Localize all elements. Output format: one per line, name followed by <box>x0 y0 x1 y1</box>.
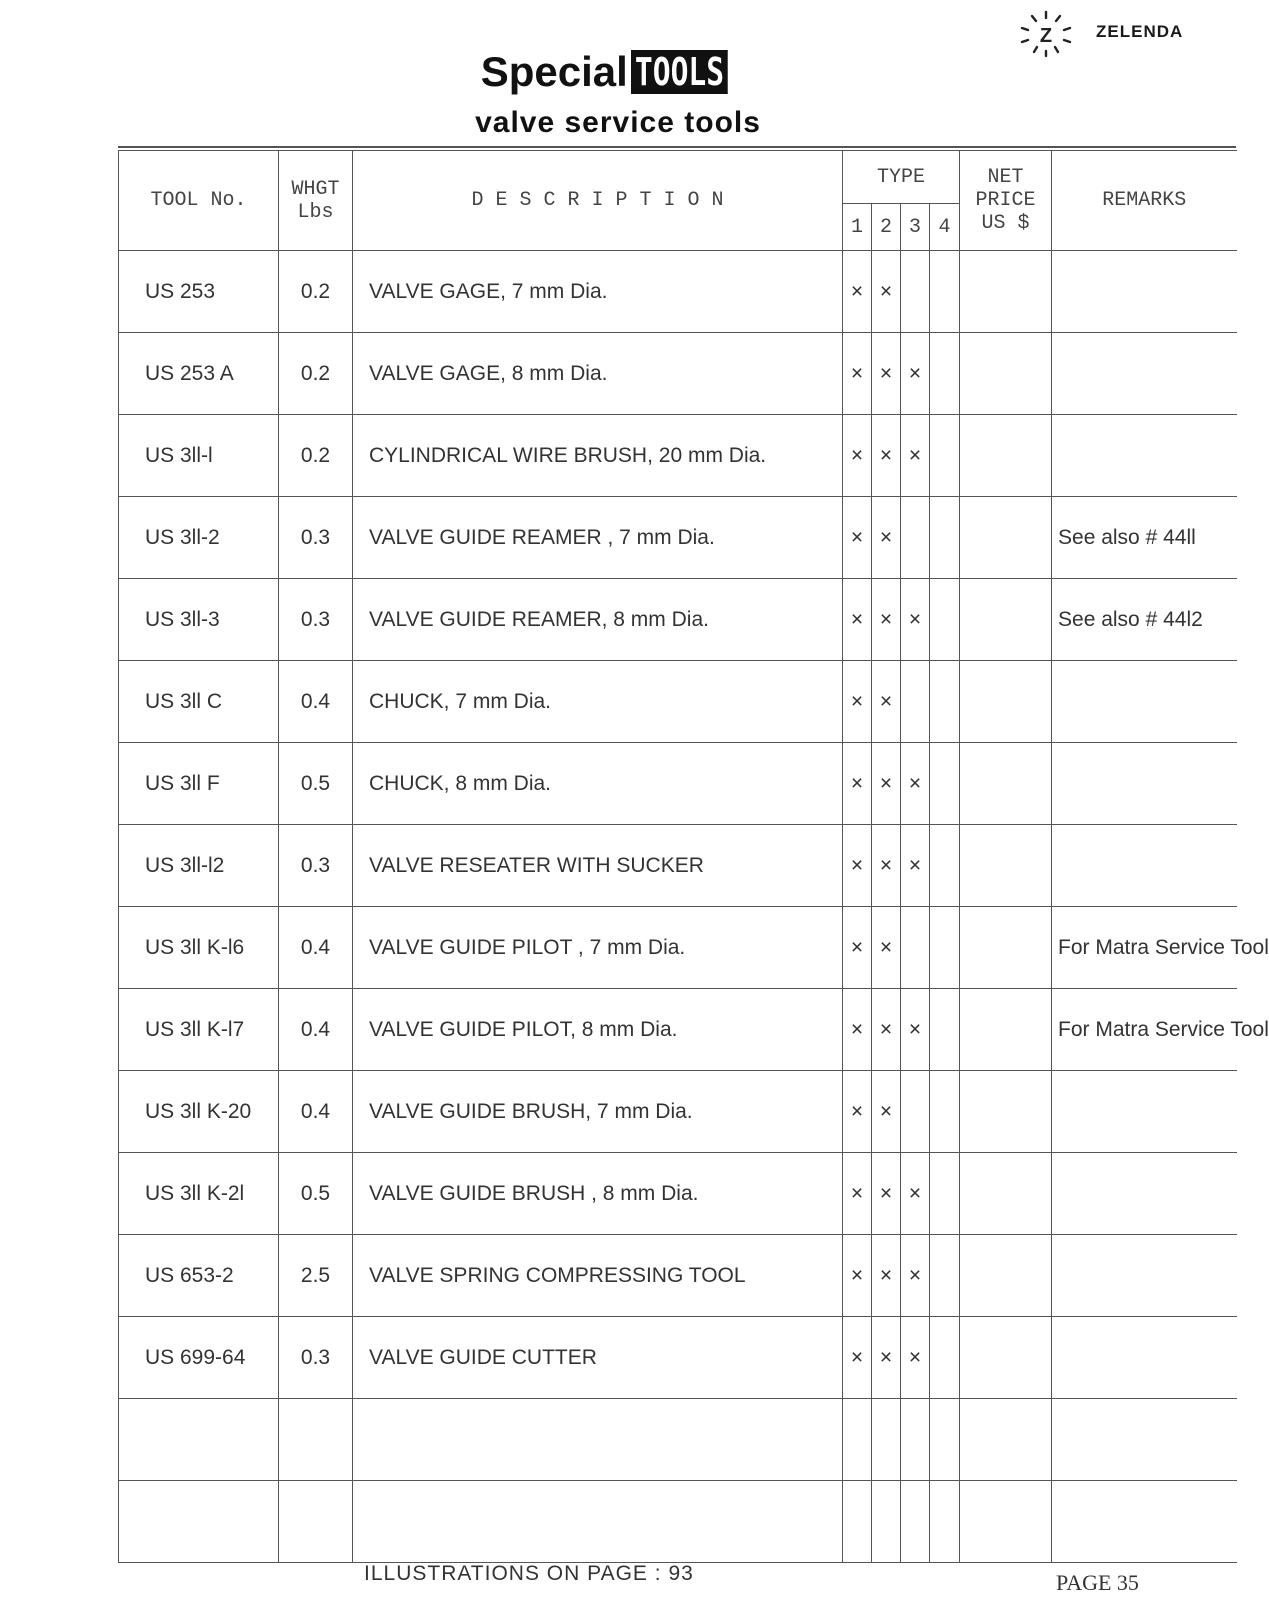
description-cell: VALVE GUIDE REAMER, 8 mm Dia. <box>353 579 843 661</box>
col-price-line3: US $ <box>981 212 1030 235</box>
price-cell <box>960 907 1052 989</box>
type-2: 2 <box>872 204 901 251</box>
remarks-cell <box>1052 661 1237 743</box>
remarks-cell <box>1052 825 1237 907</box>
description-cell: CYLINDRICAL WIRE BRUSH, 20 mm Dia. <box>353 415 843 497</box>
type-2-mark: × <box>872 415 901 497</box>
type-4-mark <box>930 251 960 333</box>
weight-cell: 0.4 <box>279 661 353 743</box>
price-cell <box>960 1317 1052 1399</box>
price-cell <box>960 1071 1052 1153</box>
type-3-mark: × <box>901 825 930 907</box>
table-row <box>119 333 1237 415</box>
type-2-mark: × <box>872 333 901 415</box>
description-cell: VALVE GUIDE PILOT , 7 mm Dia. <box>353 907 843 989</box>
type-1-mark: × <box>843 579 872 661</box>
type-3-mark: × <box>901 1235 930 1317</box>
remarks-cell <box>1052 1071 1237 1153</box>
type-3-mark: × <box>901 743 930 825</box>
type-4-mark <box>930 579 960 661</box>
type-3-mark: × <box>901 989 930 1071</box>
price-cell <box>960 497 1052 579</box>
table-row <box>119 661 1237 743</box>
type-4-mark <box>930 1153 960 1235</box>
weight-cell: 0.3 <box>279 1317 353 1399</box>
col-description: D E S C R I P T I O N <box>353 151 843 251</box>
table-row <box>119 743 1237 825</box>
description-cell: VALVE GUIDE CUTTER <box>353 1317 843 1399</box>
remarks-cell: For Matra Service Tool <box>1052 907 1237 989</box>
type-4-mark <box>930 907 960 989</box>
col-price-line1: NET <box>987 166 1024 189</box>
weight-cell: 0.2 <box>279 333 353 415</box>
type-3-mark <box>901 661 930 743</box>
header-row <box>119 151 1237 204</box>
tool-no-cell: US 3ll C <box>119 661 279 743</box>
price-cell <box>960 989 1052 1071</box>
price-cell <box>960 251 1052 333</box>
type-3-mark <box>901 1071 930 1153</box>
brand-name: ZELENDA <box>1096 22 1184 41</box>
type-1-mark: × <box>843 825 872 907</box>
price-cell <box>960 579 1052 661</box>
type-1-mark: × <box>843 1235 872 1317</box>
tool-no-cell: US 3ll K-2l <box>119 1153 279 1235</box>
type-4-mark <box>930 825 960 907</box>
price-cell <box>960 661 1052 743</box>
type-3-mark: × <box>901 415 930 497</box>
table-row <box>119 1153 1237 1235</box>
price-cell <box>960 743 1052 825</box>
tool-no-cell: US 3ll-l <box>119 415 279 497</box>
type-2-mark: × <box>872 1235 901 1317</box>
col-remarks: REMARKS <box>1052 151 1237 251</box>
tool-no-cell: US 3ll K-l6 <box>119 907 279 989</box>
description-cell: VALVE GUIDE PILOT, 8 mm Dia. <box>353 989 843 1071</box>
type-4-mark <box>930 497 960 579</box>
type-2-mark: × <box>872 497 901 579</box>
weight-cell: 0.4 <box>279 1071 353 1153</box>
type-4-mark <box>930 333 960 415</box>
table-row <box>119 989 1237 1071</box>
type-1-mark: × <box>843 251 872 333</box>
type-2-mark: × <box>872 661 901 743</box>
type-3-mark: × <box>901 579 930 661</box>
remarks-cell: See also # 44ll <box>1052 497 1237 579</box>
weight-cell: 0.5 <box>279 1153 353 1235</box>
weight-cell: 0.2 <box>279 415 353 497</box>
type-2-mark: × <box>872 907 901 989</box>
remarks-cell: See also # 44l2 <box>1052 579 1237 661</box>
type-2-mark: × <box>872 989 901 1071</box>
page-title <box>0 48 1236 96</box>
type-4-mark <box>930 989 960 1071</box>
tool-no-cell: US 3ll-3 <box>119 579 279 661</box>
price-cell <box>960 333 1052 415</box>
weight-cell: 0.3 <box>279 497 353 579</box>
table-row <box>119 497 1237 579</box>
price-cell <box>960 415 1052 497</box>
col-price <box>960 151 1052 251</box>
tool-no-cell: US 3ll-l2 <box>119 825 279 907</box>
weight-cell: 0.4 <box>279 989 353 1071</box>
weight-cell: 0.5 <box>279 743 353 825</box>
description-cell: CHUCK, 8 mm Dia. <box>353 743 843 825</box>
type-1-mark: × <box>843 743 872 825</box>
tool-no-cell: US 3ll K-20 <box>119 1071 279 1153</box>
type-4: 4 <box>930 204 960 251</box>
tool-no-cell: US 253 A <box>119 333 279 415</box>
type-4-mark <box>930 1317 960 1399</box>
type-1-mark: × <box>843 907 872 989</box>
price-cell <box>960 1235 1052 1317</box>
remarks-cell <box>1052 743 1237 825</box>
table-row <box>119 415 1237 497</box>
remarks-cell <box>1052 415 1237 497</box>
col-type: TYPE <box>843 151 960 204</box>
top-rule <box>118 146 1236 148</box>
type-1: 1 <box>843 204 872 251</box>
remarks-cell: For Matra Service Tool <box>1052 989 1237 1071</box>
title-word: Special <box>480 48 628 95</box>
tool-no-cell: US 3ll-2 <box>119 497 279 579</box>
type-4-mark <box>930 1235 960 1317</box>
table-row <box>119 825 1237 907</box>
table-row <box>119 251 1237 333</box>
description-cell: VALVE GAGE, 8 mm Dia. <box>353 333 843 415</box>
page-number: PAGE 35 <box>1056 1570 1139 1595</box>
table-row <box>119 1071 1237 1153</box>
tool-no-cell: US 653-2 <box>119 1235 279 1317</box>
illustrations-note: ILLUSTRATIONS ON PAGE : 93 <box>364 1562 694 1585</box>
col-price-line2: PRICE <box>975 189 1036 212</box>
type-1-mark: × <box>843 661 872 743</box>
weight-cell: 2.5 <box>279 1235 353 1317</box>
type-1-mark: × <box>843 1153 872 1235</box>
description-cell: VALVE RESEATER WITH SUCKER <box>353 825 843 907</box>
weight-cell: 0.4 <box>279 907 353 989</box>
type-1-mark: × <box>843 415 872 497</box>
remarks-cell <box>1052 1235 1237 1317</box>
type-2-mark: × <box>872 251 901 333</box>
type-4-mark <box>930 743 960 825</box>
table-row <box>119 579 1237 661</box>
type-4-mark <box>930 661 960 743</box>
type-4-mark <box>930 1071 960 1153</box>
type-1-mark: × <box>843 1071 872 1153</box>
remarks-cell <box>1052 251 1237 333</box>
weight-cell: 0.2 <box>279 251 353 333</box>
tool-no-cell: US 3ll F <box>119 743 279 825</box>
remarks-cell <box>1052 1317 1237 1399</box>
type-1-mark: × <box>843 497 872 579</box>
tool-no-cell: US 699-64 <box>119 1317 279 1399</box>
table-row <box>119 907 1237 989</box>
type-2-mark: × <box>872 825 901 907</box>
col-weight <box>279 151 353 251</box>
type-3-mark: × <box>901 1153 930 1235</box>
tool-no-cell: US 3ll K-l7 <box>119 989 279 1071</box>
type-2-mark: × <box>872 743 901 825</box>
table-row <box>119 1235 1237 1317</box>
type-1-mark: × <box>843 333 872 415</box>
price-cell <box>960 825 1052 907</box>
table-row <box>119 1317 1237 1399</box>
type-3-mark <box>901 251 930 333</box>
blank-row <box>119 1399 1237 1481</box>
description-cell: VALVE GUIDE BRUSH, 7 mm Dia. <box>353 1071 843 1153</box>
col-weight-line1: WHGT <box>291 177 340 201</box>
type-2-mark: × <box>872 579 901 661</box>
type-3-mark <box>901 907 930 989</box>
type-2-mark: × <box>872 1071 901 1153</box>
col-tool-no: TOOL No. <box>119 151 279 251</box>
page-subtitle: valve service tools <box>475 106 761 139</box>
remarks-cell <box>1052 333 1237 415</box>
col-weight-line2: Lbs <box>297 200 334 224</box>
type-3: 3 <box>901 204 930 251</box>
type-3-mark <box>901 497 930 579</box>
description-cell: CHUCK, 7 mm Dia. <box>353 661 843 743</box>
tools-table <box>118 150 1269 1563</box>
type-2-mark: × <box>872 1153 901 1235</box>
description-cell: VALVE GAGE, 7 mm Dia. <box>353 251 843 333</box>
logo-letter: Z <box>1039 25 1053 47</box>
weight-cell: 0.3 <box>279 579 353 661</box>
type-2-mark: × <box>872 1317 901 1399</box>
type-1-mark: × <box>843 989 872 1071</box>
weight-cell: 0.3 <box>279 825 353 907</box>
tools-table-wrap <box>118 146 1269 1558</box>
description-cell: VALVE GUIDE BRUSH , 8 mm Dia. <box>353 1153 843 1235</box>
blank-row <box>119 1481 1237 1563</box>
tool-no-cell: US 253 <box>119 251 279 333</box>
description-cell: VALVE SPRING COMPRESSING TOOL <box>353 1235 843 1317</box>
type-3-mark: × <box>901 1317 930 1399</box>
price-cell <box>960 1153 1052 1235</box>
type-1-mark: × <box>843 1317 872 1399</box>
description-cell: VALVE GUIDE REAMER , 7 mm Dia. <box>353 497 843 579</box>
remarks-cell <box>1052 1153 1237 1235</box>
type-4-mark <box>930 415 960 497</box>
title-box: TOOLS <box>631 50 728 94</box>
type-3-mark: × <box>901 333 930 415</box>
